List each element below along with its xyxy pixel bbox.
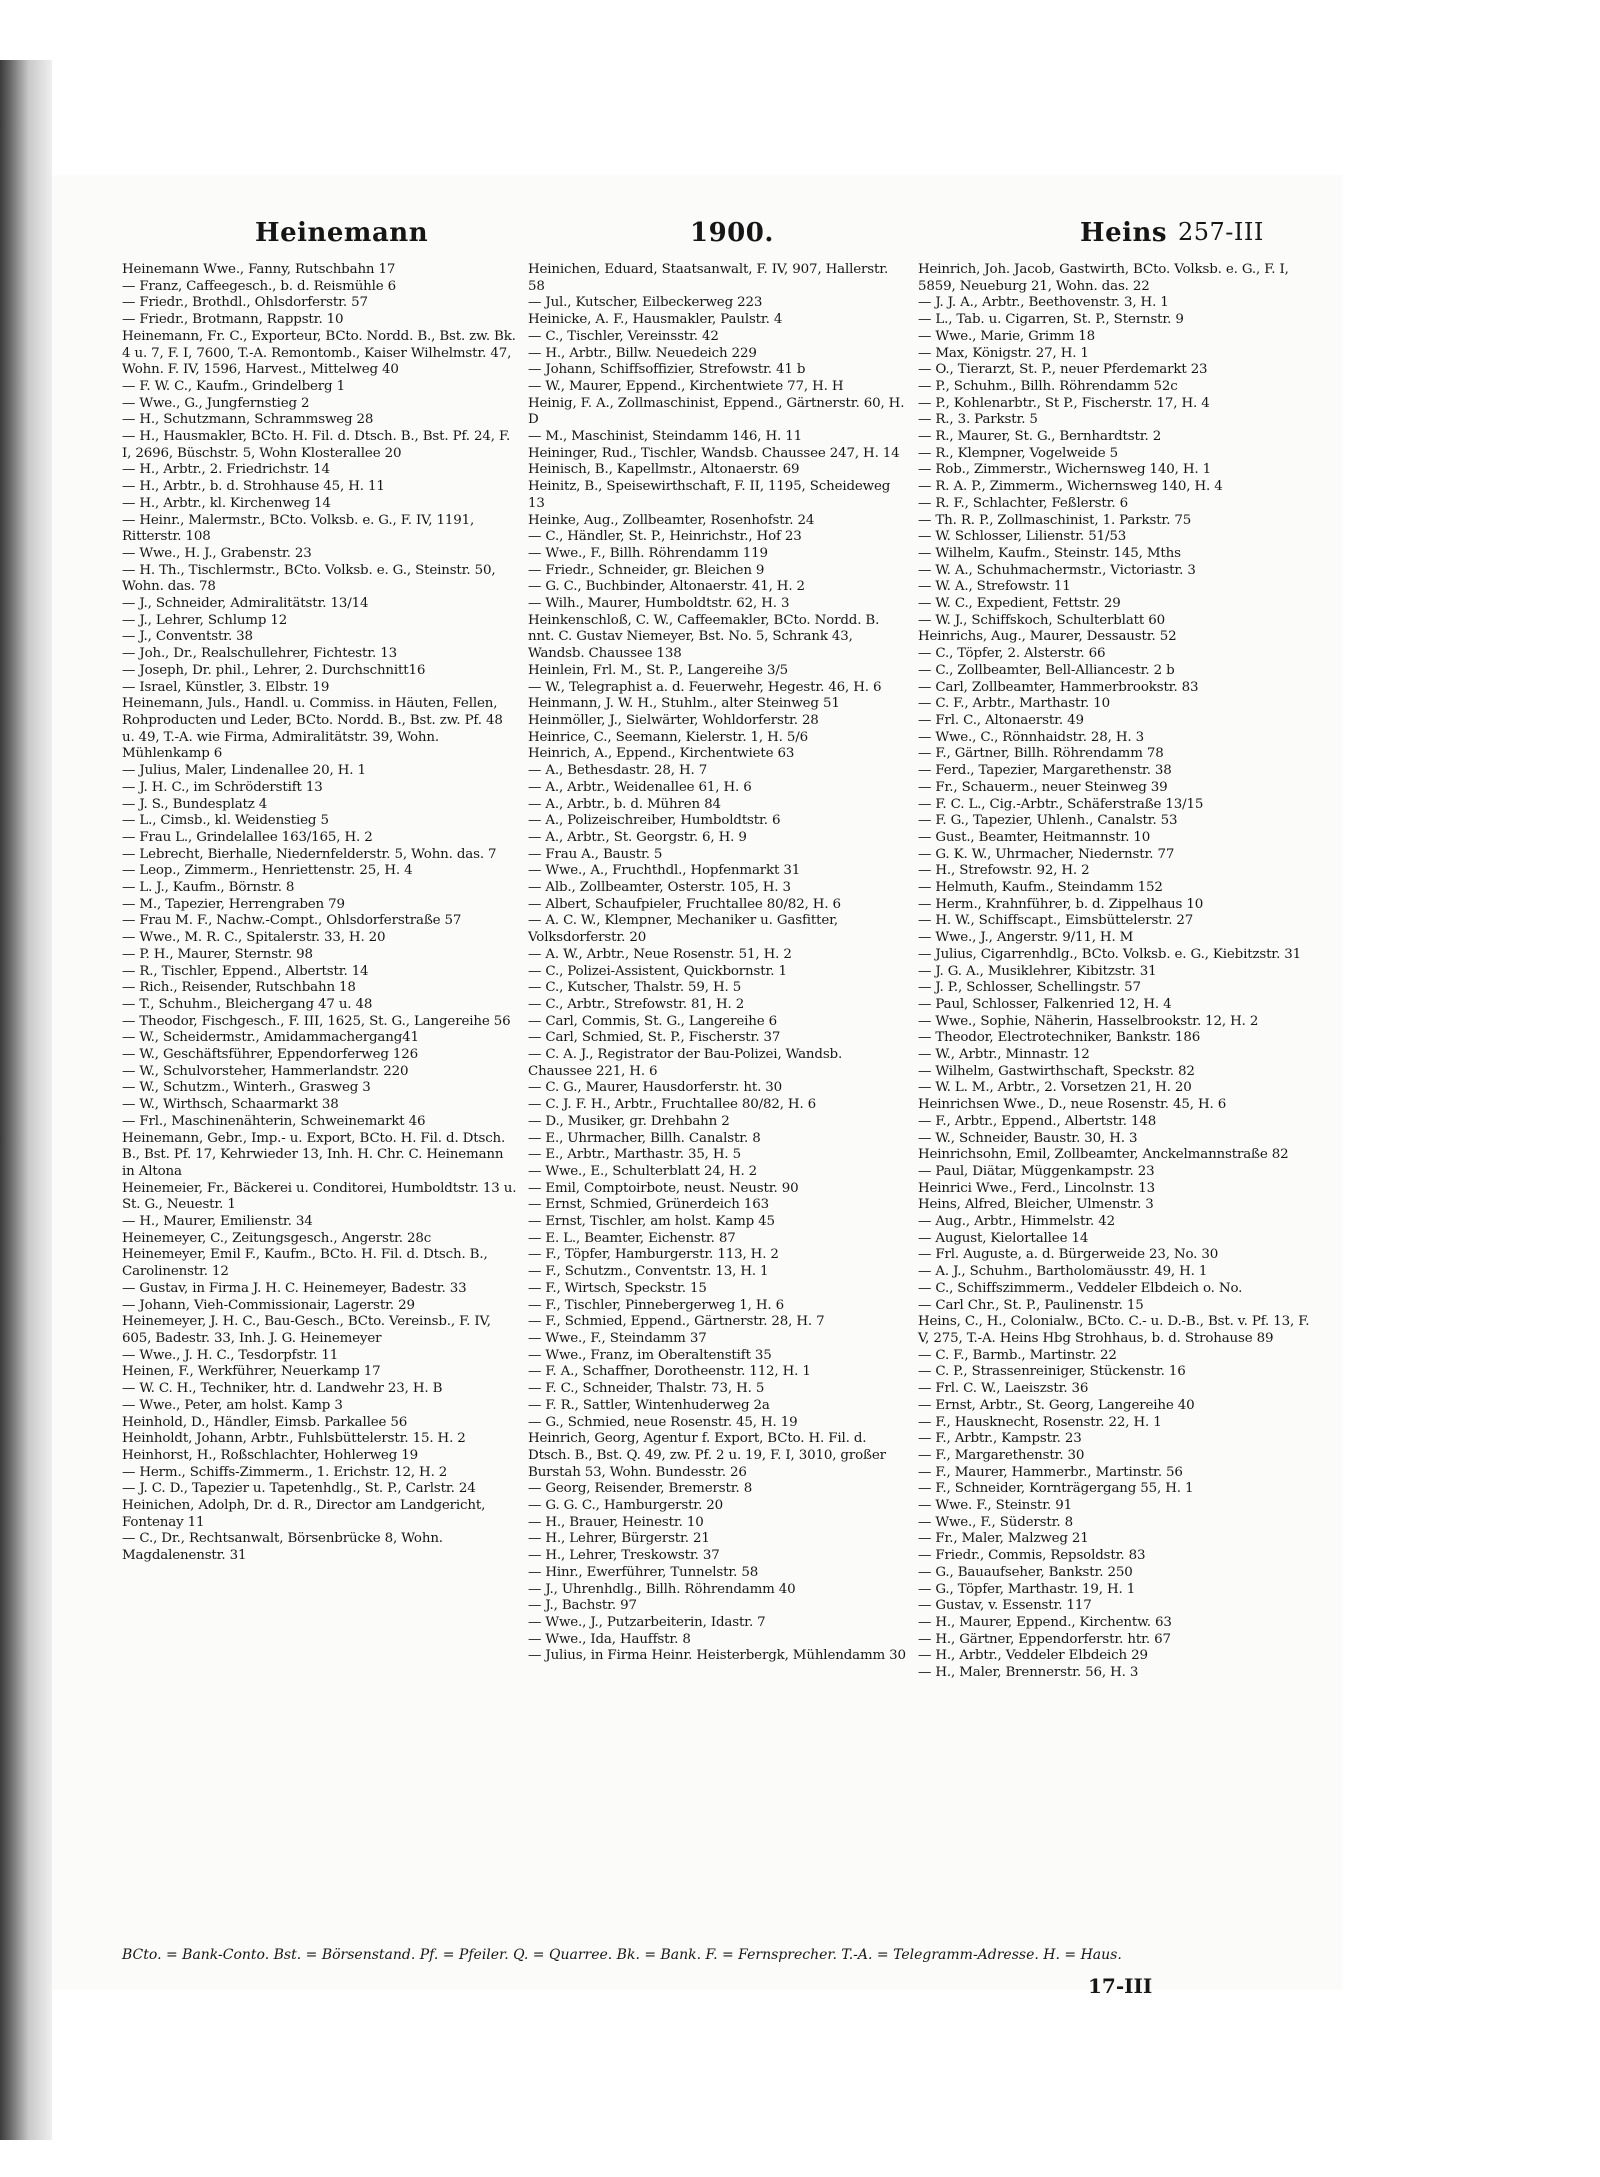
directory-entry: — Carl, Schmied, St. P., Fischerstr. 37 [528,1030,781,1046]
directory-entry: Heinhorst, H., Roßschlachter, Hohlerweg 19 [122,1447,418,1463]
directory-entry: — Wwe., Franz, im Oberaltenstift 35 [528,1347,772,1363]
directory-entry: — Wwe., F., Süderstr. 8 [918,1514,1073,1530]
directory-entry: — P., Schuhm., Billh. Röhrendamm 52c [918,378,1178,394]
scan-binding-edge [0,60,52,2140]
directory-entry: — C., Händler, St. P., Heinrichstr., Hof 23 [528,529,802,545]
directory-entry: Heinrich, Georg, Agentur f. Export, BCto. H. Fil. d. Dtsch. B., Bst. Q. 49, zw. Pf. 2 u. 19, F. I, 3010, großer Burstah 53, Wohn. Bundesstr. 26 [528,1431,886,1480]
directory-entry: — F., Töpfer, Hamburgerstr. 113, H. 2 [528,1247,779,1263]
directory-entry: — Friedr., Commis, Repsoldstr. 83 [918,1548,1146,1564]
directory-entry: Heinrich, Joh. Jacob, Gastwirth, BCto. Volksb. e. G., F. I, 5859, Neueburg 21, Wohn. das. 22 [918,262,1289,294]
directory-entry: — T., Schuhm., Bleichergang 47 u. 48 [122,996,373,1012]
directory-entry: — Fr., Maler, Malzweg 21 [918,1531,1089,1547]
directory-entry: Heinholdt, Johann, Arbtr., Fuhlsbüttelerstr. 15. H. 2 [122,1431,466,1447]
directory-entry: Heins, Alfred, Bleicher, Ulmenstr. 3 [918,1197,1154,1213]
directory-entry: — M., Maschinist, Steindamm 146, H. 11 [528,429,802,445]
directory-entry: Heinemeyer, C., Zeitungsgesch., Angerstr. 28c [122,1230,432,1246]
directory-entry: — L., Tab. u. Cigarren, St. P., Sternstr. 9 [918,312,1184,328]
directory-entry: — H., Arbtr., b. d. Strohhause 45, H. 11 [122,479,385,495]
directory-entry: — Wwe. F., Steinstr. 91 [918,1498,1072,1514]
directory-entry: Heinrice, C., Seemann, Kielerstr. 1, H. 5/6 [528,729,808,745]
directory-entry: — Friedr., Schneider, gr. Bleichen 9 [528,562,765,578]
directory-entry: — A. J., Schuhm., Bartholomäusstr. 49, H. 1 [918,1264,1208,1280]
directory-entry: Heinrici Wwe., Ferd., Lincolnstr. 13 [918,1180,1155,1196]
directory-entry: — R., Tischler, Eppend., Albertstr. 14 [122,963,369,979]
directory-entry: — H., Schutzmann, Schrammsweg 28 [122,412,374,428]
directory-entry: — Wilhelm, Gastwirthschaft, Speckstr. 82 [918,1063,1195,1079]
directory-entry: — Carl, Commis, St. G., Langereihe 6 [528,1013,778,1029]
directory-entry: — Emil, Comptoirbote, neust. Neustr. 90 [528,1180,799,1196]
directory-entry: — Wwe., Sophie, Näherin, Hasselbrookstr. 12, H. 2 [918,1013,1259,1029]
directory-entry: — C., Dr., Rechtsanwalt, Börsenbrücke 8, Wohn. Magdalenenstr. 31 [122,1531,443,1564]
directory-entry: — Theodor, Electrotechniker, Bankstr. 186 [918,1030,1201,1046]
directory-entry: Heinemann, Juls., Handl. u. Commiss. in Häuten, Fellen, Rohproducten und Leder, BCto. Nordd. B., Bst. zw. Pf. 48 u. 49, T.-A. wie Firma, Admiralitätstr. 39, Wohn. Mühlenkamp 6 [122,696,503,762]
directory-entry: — August, Kielortallee 14 [918,1230,1089,1246]
directory-entry: Heinrichsohn, Emil, Zollbeamter, Anckelmannstraße 82 [918,1147,1289,1163]
directory-entry: — Carl Chr., St. P., Paulinenstr. 15 [918,1297,1144,1313]
directory-entry: — J., Bachstr. 97 [528,1598,637,1614]
directory-entry: Heinkenschloß, C. W., Caffeemakler, BCto. Nordd. B. nnt. C. Gustav Niemeyer, Bst. No. 5, Schrank 43, Wandsb. Chaussee 138 [528,612,880,662]
directory-entry: — A., Arbtr., b. d. Mühren 84 [528,796,721,812]
directory-entry: — Frl. C. W., Laeiszstr. 36 [918,1381,1089,1397]
directory-entry: — G. G. C., Hamburgerstr. 20 [528,1498,724,1514]
directory-entry: — Friedr., Brothdl., Ohlsdorferstr. 57 [122,295,368,311]
directory-entry: — L. J., Kaufm., Börnstr. 8 [122,880,295,896]
directory-entry: — H., Gärtner, Eppendorferstr. htr. 67 [918,1631,1171,1647]
directory-entry: — J., Conventstr. 38 [122,629,253,645]
directory-entry: — F., Gärtner, Billh. Röhrendamm 78 [918,746,1164,762]
directory-entry: — R. A. P., Zimmerm., Wichernsweg 140, H. 4 [918,479,1223,495]
directory-entry: — Wwe., Marie, Grimm 18 [918,328,1096,344]
directory-entry: — Joh., Dr., Realschullehrer, Fichtestr. 13 [122,646,397,662]
directory-entry: — H., Brauer, Heinestr. 10 [528,1514,704,1530]
directory-entry: — W., Geschäftsführer, Eppendorferweg 126 [122,1047,419,1063]
directory-entry: — Friedr., Brotmann, Rappstr. 10 [122,312,344,328]
directory-entry: — C., Arbtr., Strefowstr. 81, H. 2 [528,996,745,1012]
directory-entry: — Hinr., Ewerführer, Tunnelstr. 58 [528,1564,759,1580]
directory-entry: — W., Schutzm., Winterh., Grasweg 3 [122,1080,371,1096]
directory-entry: — Wwe., C., Rönnhaidstr. 28, H. 3 [918,729,1144,745]
directory-entry: — Wwe., M. R. C., Spitalerstr. 33, H. 20 [122,930,386,946]
directory-entry: — W. Schlosser, Lilienstr. 51/53 [918,529,1127,545]
directory-entry: — W. J., Schiffskoch, Schulterblatt 60 [918,612,1165,628]
directory-entry: — A. C. W., Klempner, Mechaniker u. Gasfitter, Volksdorferstr. 20 [528,913,839,946]
directory-entry: — F., Schneider, Kornträgergang 55, H. 1 [918,1481,1194,1497]
directory-entry: — F., Arbtr., Kampstr. 23 [918,1431,1082,1447]
directory-entry: — A., Bethesdastr. 28, H. 7 [528,763,708,779]
directory-entry: — D., Musiker, gr. Drehbahn 2 [528,1113,730,1129]
directory-entry: — C. G., Maurer, Hausdorferstr. ht. 30 [528,1080,783,1096]
directory-entry: — F. G., Tapezier, Uhlenh., Canalstr. 53 [918,813,1178,829]
directory-entry: — Wwe., J., Putzarbeiterin, Idastr. 7 [528,1614,766,1630]
directory-entry: — A., Arbtr., Weidenallee 61, H. 6 [528,779,752,795]
directory-entry: — W., Arbtr., Minnastr. 12 [918,1047,1090,1063]
directory-entry: — Wwe., G., Jungfernstieg 2 [122,395,310,411]
directory-entry: — F. A., Schaffner, Dorotheenstr. 112, H. 1 [528,1364,811,1380]
directory-entry: Heinichen, Adolph, Dr. d. R., Director am Landgericht, Fontenay 11 [122,1498,486,1530]
directory-entry: — Georg, Reisender, Bremerstr. 8 [528,1481,753,1497]
directory-entry: — Paul, Schlosser, Falkenried 12, H. 4 [918,996,1172,1012]
directory-entry: — G., Bauaufseher, Bankstr. 250 [918,1564,1133,1580]
directory-entry: — H., Arbtr., 2. Friedrichstr. 14 [122,462,330,478]
directory-entry: — C., Kutscher, Thalstr. 59, H. 5 [528,980,742,996]
directory-column-2 [528,262,908,1665]
header-left-catchword: Heinemann [255,218,429,248]
directory-entry: — Julius, in Firma Heinr. Heisterbergk, Mühlendamm 30 [528,1648,906,1664]
directory-entry: — Wwe., H. J., Grabenstr. 23 [122,545,312,561]
directory-entry: — Frl., Maschinenähterin, Schweinemarkt 46 [122,1113,426,1129]
directory-entry: — W. L. M., Arbtr., 2. Vorsetzen 21, H. 20 [918,1080,1192,1096]
directory-entry: — M., Tapezier, Herrengraben 79 [122,896,345,912]
directory-entry: — W., Schulvorsteher, Hammerlandstr. 220 [122,1063,409,1079]
directory-entry: — C. P., Strassenreiniger, Stückenstr. 16 [918,1364,1186,1380]
directory-entry: — Wilhelm, Kaufm., Steinstr. 145, Mths [918,545,1181,561]
directory-entry: — P. H., Maurer, Sternstr. 98 [122,946,313,962]
directory-entry: Heins, C., H., Colonialw., BCto. C.- u. D.-B., Bst. v. Pf. 13, F. V, 275, T.-A. Heins Hbg Strohhaus, b. d. Strohause 89 [918,1314,1310,1346]
directory-entry: — H., Hausmakler, BCto. H. Fil. d. Dtsch. B., Bst. Pf. 24, F. I, 2696, Büschstr. 5, Wohn Klosterallee 20 [122,429,511,461]
directory-entry: — Jul., Kutscher, Eilbeckerweg 223 [528,295,763,311]
directory-entry: — Gustav, in Firma J. H. C. Heinemeyer, Badestr. 33 [122,1280,467,1296]
directory-entry: — Frl. C., Altonaerstr. 49 [918,712,1084,728]
directory-entry: Heinicke, A. F., Hausmakler, Paulstr. 4 [528,312,783,328]
directory-entry: — H. Th., Tischlermstr., BCto. Volksb. e. G., Steinstr. 50, Wohn. das. 78 [122,562,496,595]
directory-entry: — F., Schmied, Eppend., Gärtnerstr. 28, H. 7 [528,1314,825,1330]
directory-entry: — H., Arbtr., Veddeler Elbdeich 29 [918,1648,1148,1664]
directory-entry: — F., Schutzm., Conventstr. 13, H. 1 [528,1264,769,1280]
directory-entry: — Helmuth, Kaufm., Steindamm 152 [918,880,1163,896]
page-number: 257-III [1178,218,1264,246]
directory-entry: — F., Tischler, Pinnebergerweg 1, H. 6 [528,1297,784,1313]
directory-entry: — W. A., Schuhmachermstr., Victoriastr. 3 [918,562,1196,578]
directory-entry: — R., Maurer, St. G., Bernhardtstr. 2 [918,429,1162,445]
directory-entry: — Aug., Arbtr., Himmelstr. 42 [918,1214,1115,1230]
directory-entry: Heinemann Wwe., Fanny, Rutschbahn 17 [122,262,396,277]
directory-entry: — Alb., Zollbeamter, Osterstr. 105, H. 3 [528,880,791,896]
directory-entry: — Julius, Maler, Lindenallee 20, H. 1 [122,763,366,779]
directory-entry: — Herm., Schiffs-Zimmerm., 1. Erichstr. 12, H. 2 [122,1464,448,1480]
directory-entry: — Gust., Beamter, Heitmannstr. 10 [918,829,1151,845]
directory-entry: — Ernst, Arbtr., St. Georg, Langereihe 40 [918,1397,1195,1413]
directory-entry: — Lebrecht, Bierhalle, Niedernfelderstr. 5, Wohn. das. 7 [122,846,497,862]
directory-entry: — C., Schiffszimmerm., Veddeler Elbdeich o. No. [918,1280,1243,1296]
directory-entry: — J. J. A., Arbtr., Beethovenstr. 3, H. 1 [918,295,1169,311]
directory-entry: Heininger, Rud., Tischler, Wandsb. Chaussee 247, H. 14 [528,445,900,461]
abbreviation-legend: BCto. = Bank-Conto. Bst. = Börsenstand. Pf. = Pfeiler. Q. = Quarree. Bk. = Bank. F. = Fernsprecher. T.-A. = Telegramm-Adresse. H. = Haus. [122,1947,1122,1963]
directory-entry: — O., Tierarzt, St. P., neuer Pferdemarkt 23 [918,362,1208,378]
directory-entry: — J. C. D., Tapezier u. Tapetenhdlg., St. P., Carlstr. 24 [122,1481,476,1497]
directory-entry: — Israel, Künstler, 3. Elbstr. 19 [122,679,330,695]
directory-entry: — Franz, Caffeegesch., b. d. Reismühle 6 [122,278,397,294]
directory-entry: — E., Uhrmacher, Billh. Canalstr. 8 [528,1130,761,1146]
directory-entry: — E. L., Beamter, Eichenstr. 87 [528,1230,736,1246]
directory-entry: — Theodor, Fischgesch., F. III, 1625, St. G., Langereihe 56 [122,1013,511,1029]
directory-entry: — R., Klempner, Vogelweide 5 [918,445,1118,461]
directory-entry: Heinrichsen Wwe., D., neue Rosenstr. 45, H. 6 [918,1097,1227,1113]
directory-entry: — Joseph, Dr. phil., Lehrer, 2. Durchschnitt16 [122,662,426,678]
directory-entry: Heinlein, Frl. M., St. P., Langereihe 3/5 [528,662,789,678]
directory-entry: — C., Zollbeamter, Bell-Alliancestr. 2 b [918,662,1175,678]
directory-entry: — Wwe., Ida, Hauffstr. 8 [528,1631,691,1647]
directory-entry: — W. A., Strefowstr. 11 [918,579,1071,595]
directory-entry: — H., Lehrer, Treskowstr. 37 [528,1548,720,1564]
directory-entry: — R. F., Schlachter, Feßlerstr. 6 [918,495,1128,511]
directory-entry: — C., Töpfer, 2. Alsterstr. 66 [918,646,1106,662]
directory-entry: — Rob., Zimmerstr., Wichernsweg 140, H. 1 [918,462,1211,478]
directory-column-3 [918,262,1313,1682]
directory-entry: — W. C., Expedient, Fettstr. 29 [918,596,1121,612]
directory-entry: — F., Arbtr., Eppend., Albertstr. 148 [918,1113,1157,1129]
directory-entry: — Frl. Auguste, a. d. Bürgerweide 23, No. 30 [918,1247,1219,1263]
directory-entry: — Leop., Zimmerm., Henriettenstr. 25, H. 4 [122,863,413,879]
directory-entry: — F. R., Sattler, Wintenhuderweg 2a [528,1397,770,1413]
directory-entry: Heinemeyer, J. H. C., Bau-Gesch., BCto. Vereinsb., F. IV, 605, Badestr. 33, Inh. J. G. Heinemeyer [122,1314,491,1346]
directory-entry: — Ernst, Schmied, Grünerdeich 163 [528,1197,769,1213]
directory-entry: — F., Hausknecht, Rosenstr. 22, H. 1 [918,1414,1162,1430]
directory-entry: — Ernst, Tischler, am holst. Kamp 45 [528,1214,775,1230]
directory-entry: — R., 3. Parkstr. 5 [918,412,1038,428]
directory-entry: — L., Cimsb., kl. Weidenstieg 5 [122,813,329,829]
directory-entry: — W. C. H., Techniker, htr. d. Landwehr 23, H. B [122,1381,443,1397]
directory-entry: Heinrich, A., Eppend., Kirchentwiete 63 [528,746,795,762]
directory-entry: Heinemeyer, Emil F., Kaufm., BCto. H. Fil. d. Dtsch. B., Carolinenstr. 12 [122,1247,488,1280]
directory-entry: — P., Kohlenarbtr., St P., Fischerstr. 17, H. 4 [918,395,1210,411]
directory-entry: — Gustav, v. Essenstr. 117 [918,1598,1092,1614]
directory-entry: — Wwe., A., Fruchthdl., Hopfenmarkt 31 [528,863,801,879]
directory-entry: — Fr., Schauerm., neuer Steinweg 39 [918,779,1168,795]
directory-column-1 [122,262,517,1565]
directory-entry: Heinke, Aug., Zollbeamter, Rosenhofstr. 24 [528,512,815,528]
directory-entry: — F., Wirtsch, Speckstr. 15 [528,1280,707,1296]
directory-entry: — A. W., Arbtr., Neue Rosenstr. 51, H. 2 [528,946,792,962]
directory-entry: — Frau A., Baustr. 5 [528,846,663,862]
directory-entry: — Johann, Vieh-Commissionair, Lagerstr. 29 [122,1297,415,1313]
directory-entry: — J. P., Schlosser, Schellingstr. 57 [918,980,1141,996]
directory-entry: — C. F., Barmb., Martinstr. 22 [918,1347,1117,1363]
directory-entry: — Wwe., E., Schulterblatt 24, H. 2 [528,1163,758,1179]
directory-entry: — Heinr., Malermstr., BCto. Volksb. e. G., F. IV, 1191, Ritterstr. 108 [122,512,475,545]
directory-entry: — Wwe., J. H. C., Tesdorpfstr. 11 [122,1347,339,1363]
directory-entry: — G. C., Buchbinder, Altonaerstr. 41, H. 2 [528,579,805,595]
directory-entry: — Th. R. P., Zollmaschinist, 1. Parkstr. 75 [918,512,1192,528]
directory-entry: — Wwe., F., Billh. Röhrendamm 119 [528,545,768,561]
directory-entry: — G. K. W., Uhrmacher, Niedernstr. 77 [918,846,1175,862]
directory-entry: — H., Maler, Brennerstr. 56, H. 3 [918,1665,1139,1681]
directory-entry: — H., Maurer, Eppend., Kirchentw. 63 [918,1614,1172,1630]
directory-entry: — H., Arbtr., Billw. Neuedeich 229 [528,345,757,361]
directory-entry: — G., Schmied, neue Rosenstr. 45, H. 19 [528,1414,798,1430]
directory-entry: Heinemann, Gebr., Imp.- u. Export, BCto. H. Fil. d. Dtsch. B., Bst. Pf. 17, Kehrwieder 13, Inh. H. Chr. C. Heinemann in Altona [122,1130,506,1179]
directory-entry: — Albert, Schaufpieler, Fruchtallee 80/82, H. 6 [528,896,841,912]
directory-entry: Heinichen, Eduard, Staatsanwalt, F. IV, 907, Hallerstr. 58 [528,262,889,294]
header-year: 1900. [690,218,774,248]
directory-entry: — J., Schneider, Admiralitätstr. 13/14 [122,596,369,612]
directory-entry: Heinhold, D., Händler, Eimsb. Parkallee 56 [122,1414,408,1430]
directory-entry: — W., Maurer, Eppend., Kirchentwiete 77, H. H [528,378,844,394]
directory-entry: — F., Margarethenstr. 30 [918,1447,1085,1463]
directory-entry: — E., Arbtr., Marthastr. 35, H. 5 [528,1147,742,1163]
directory-entry: — Wwe., J., Angerstr. 9/11, H. M [918,930,1134,946]
directory-entry: — C. F., Arbtr., Marthastr. 10 [918,696,1110,712]
directory-entry: — F. W. C., Kaufm., Grindelberg 1 [122,378,345,394]
directory-entry: — W., Telegraphist a. d. Feuerwehr, Hegestr. 46, H. 6 [528,679,882,695]
directory-entry: Heinen, F., Werkführer, Neuerkamp 17 [122,1364,381,1380]
directory-entry: — Wwe., F., Steindamm 37 [528,1331,707,1346]
directory-entry: — F. C. L., Cig.-Arbtr., Schäferstraße 13/15 [918,796,1204,812]
directory-entry: — C. A. J., Registrator der Bau-Polizei, Wandsb. Chaussee 221, H. 6 [528,1047,843,1079]
directory-entry: — J., Uhrenhdlg., Billh. Röhrendamm 40 [528,1581,796,1597]
directory-entry: Heinisch, B., Kapellmstr., Altonaerstr. 69 [528,462,800,478]
directory-entry: — H., Arbtr., kl. Kirchenweg 14 [122,495,331,511]
directory-entry: — J., Lehrer, Schlump 12 [122,612,288,628]
directory-entry: — Ferd., Tapezier, Margarethenstr. 38 [918,763,1172,779]
directory-entry: — J. S., Bundesplatz 4 [122,796,268,812]
directory-entry: Heinig, F. A., Zollmaschinist, Eppend., Gärtnerstr. 60, H. D [528,395,905,428]
directory-entry: — Rich., Reisender, Rutschbahn 18 [122,980,356,996]
directory-entry: — C. J. F. H., Arbtr., Fruchtallee 80/82, H. 6 [528,1097,817,1113]
directory-entry: — A., Arbtr., St. Georgstr. 6, H. 9 [528,829,747,845]
directory-entry: — W., Scheidermstr., Amidammachergang41 [122,1030,419,1046]
directory-entry: — H., Lehrer, Bürgerstr. 21 [528,1531,710,1547]
running-header [0,218,1600,258]
directory-entry: — Paul, Diätar, Müggenkampstr. 23 [918,1163,1155,1179]
directory-entry: — J. G. A., Musiklehrer, Kibitzstr. 31 [918,963,1157,979]
directory-entry: Heinrichs, Aug., Maurer, Dessaustr. 52 [918,629,1177,645]
directory-entry: Heinemeier, Fr., Bäckerei u. Conditorei, Humboldtstr. 13 u. St. G., Neuestr. 1 [122,1180,517,1213]
directory-entry: — Johann, Schiffsoffizier, Strefowstr. 41 b [528,362,806,378]
directory-entry: — H. W., Schiffscapt., Eimsbüttelerstr. 27 [918,913,1194,929]
directory-entry: Heinemann, Fr. C., Exporteur, BCto. Nordd. B., Bst. zw. Bk. 4 u. 7, F. I, 7600, T.-A. Remontomb., Kaiser Wilhelmstr. 47, Wohn. F. IV, 1596, Harvest., Mittelweg 40 [122,328,516,378]
directory-entry: — Carl, Zollbeamter, Hammerbrookstr. 83 [918,679,1199,695]
sheet-signature: 17-III [1088,1974,1153,1998]
directory-entry: — Wwe., Peter, am holst. Kamp 3 [122,1397,343,1413]
directory-entry: — Wilh., Maurer, Humboldtstr. 62, H. 3 [528,596,790,612]
directory-entry: — G., Töpfer, Marthastr. 19, H. 1 [918,1581,1136,1597]
directory-entry: Heinitz, B., Speisewirthschaft, F. II, 1195, Scheideweg 13 [528,479,891,511]
directory-entry: — Herm., Krahnführer, b. d. Zippelhaus 10 [918,896,1204,912]
directory-entry: — F., Maurer, Hammerbr., Martinstr. 56 [918,1464,1183,1480]
directory-entry: — Max, Königstr. 27, H. 1 [918,345,1089,361]
directory-entry: — H., Strefowstr. 92, H. 2 [918,863,1090,879]
directory-entry: — C., Tischler, Vereinsstr. 42 [528,328,719,344]
header-right-catchword: Heins [1080,218,1168,248]
directory-entry: Heinmöller, J., Sielwärter, Wohldorferstr. 28 [528,712,819,728]
directory-entry: — A., Polizeischreiber, Humboldtstr. 6 [528,813,781,829]
directory-entry: — W., Schneider, Baustr. 30, H. 3 [918,1130,1138,1146]
directory-entry: — H., Maurer, Emilienstr. 34 [122,1214,313,1230]
directory-entry: Heinmann, J. W. H., Stuhlm., alter Steinweg 51 [528,696,840,712]
directory-entry: — C., Polizei-Assistent, Quickbornstr. 1 [528,963,787,979]
directory-entry: — Julius, Cigarrenhdlg., BCto. Volksb. e. G., Kiebitzstr. 31 [918,946,1302,962]
directory-entry: — W., Wirthsch, Schaarmarkt 38 [122,1097,339,1113]
directory-entry: — Frau L., Grindelallee 163/165, H. 2 [122,829,373,845]
directory-entry: — F. C., Schneider, Thalstr. 73, H. 5 [528,1381,765,1397]
directory-entry: — Frau M. F., Nachw.-Compt., Ohlsdorferstraße 57 [122,913,462,929]
directory-entry: — J. H. C., im Schröderstift 13 [122,779,323,795]
